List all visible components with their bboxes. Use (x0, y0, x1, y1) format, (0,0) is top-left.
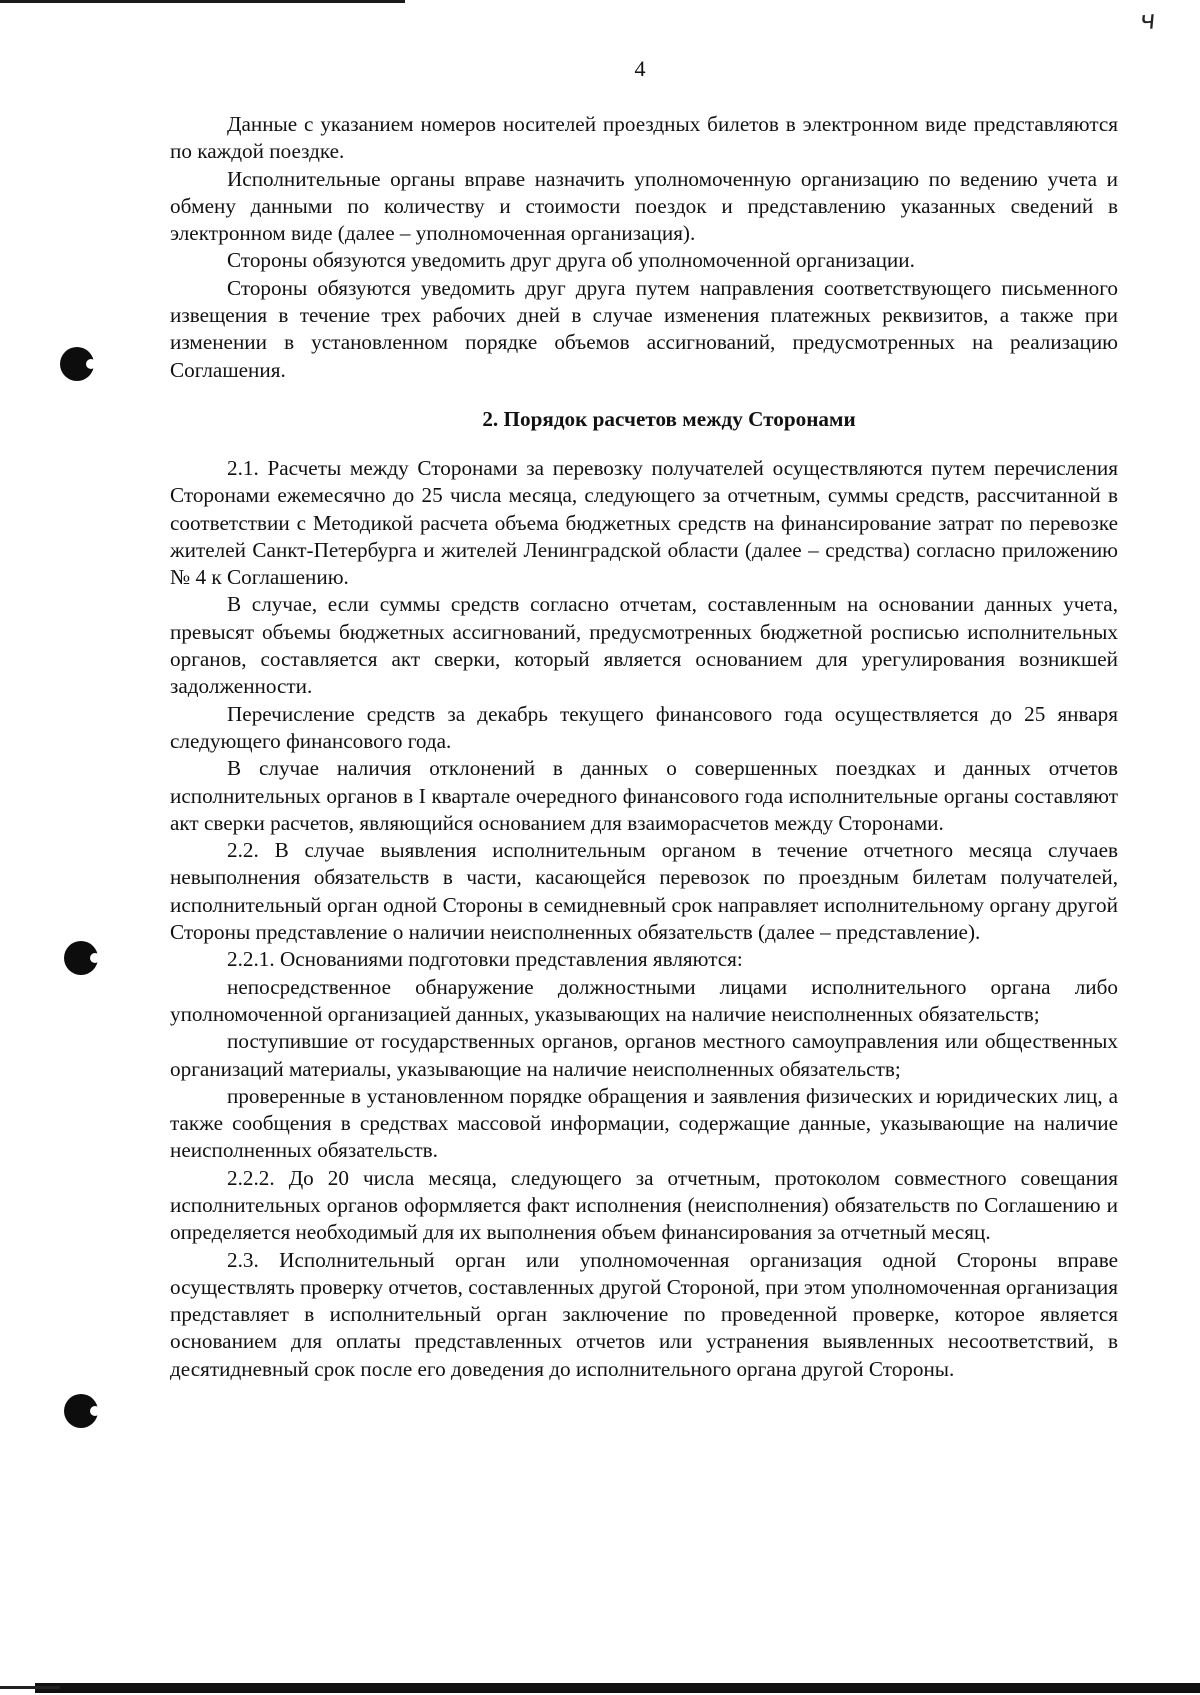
clause-2-2-2: 2.2.2. До 20 числа месяца, следующего за отчетным, протоколом совместного совещания исполнительных органов оформляется факт исполнения (неисполнения) обязательств по Соглашению и определяется необходимый для их выполнения объем финансирования за отчетный месяц. (170, 1165, 1118, 1245)
clause-2-2-1-item-b: поступившие от государственных органов, органов местного самоуправления или общественных организаций материалы, указывающие на наличие неисполненных обязательств; (170, 1029, 1118, 1081)
paragraph-ticket-data: Данные с указанием номеров носителей проездных билетов в электронном виде представляются по каждой поездке. (170, 112, 1118, 164)
paragraph-notify-requisites: Стороны обязуются уведомить друг друга путем направления соответствующего письменного извещения в течение трех рабочих дней в случае изменения платежных реквизитов, а также при изменении в установленном порядке объемов ассигнований, предусмотренных на реализацию Соглашения. (170, 275, 1118, 382)
clause-2-2-1: 2.2.1. Основаниями подготовки представления являются: (227, 947, 743, 972)
clause-2-1-deviations: В случае наличия отклонений в данных о совершенных поездках и данных отчетов исполнительных органов в I квартале очередного финансового года исполнительные органы составляют акт сверки расчетов, являющийся основанием для взаиморасчетов между Сторонами. (170, 756, 1118, 835)
clause-2-1: 2.1. Расчеты между Сторонами за перевозку получателей осуществляются путем перечисления Сторонами ежемесячно до 25 числа месяца, следующего за отчетным, суммы средств, рассчитанной в соответствии с Методикой расчета объема бюджетных средств на финансирование затрат по перевозке жителей Санкт-Петербурга и жителей Ленинградской области (далее – средства) согласно приложению № 4 к Соглашению. (170, 455, 1118, 590)
document-body (170, 111, 1118, 1383)
handwritten-page-mark: ч (1138, 5, 1157, 37)
section-heading: 2. Порядок расчетов между Сторонами (482, 406, 856, 431)
scan-edge-top (0, 0, 405, 3)
binder-hole-icon (60, 347, 94, 381)
clause-2-1-december: Перечисление средств за декабрь текущего финансового года осуществляется до 25 января следующего финансового года. (170, 701, 1118, 753)
binder-hole-icon (64, 1394, 98, 1428)
clause-2-2: 2.2. В случае выявления исполнительным органом в течение отчетного месяца случаев невыполнения обязательств в части, касающейся перевозок по проездным билетам получателей, исполнительный орган одной Стороны в семидневный срок направляет исполнительному органу другой Стороны представление о наличии неисполненных обязательств (далее – представление). (170, 838, 1118, 945)
paragraph-notify-organization: Стороны обязуются уведомить друг друга об уполномоченной организации. (227, 248, 915, 273)
page-number: 4 (634, 56, 646, 81)
clause-2-3: 2.3. Исполнительный орган или уполномоченная организация одной Стороны вправе осуществлять проверку отчетов, составленных другой Стороной, при этом уполномоченная организация представляет в исполнительный орган заключение по проведенной проверке, которое является основанием для оплаты представленных отчетов или устранения выявленных несоответствий, в десятидневный срок после его доведения до исполнительного органа другой Стороны. (170, 1247, 1118, 1381)
binder-hole-icon (64, 941, 98, 975)
scan-edge-bottom (35, 1683, 1200, 1693)
clause-2-2-1-item-a: непосредственное обнаружение должностными лицами исполнительного органа либо уполномоченной организацией данных, указывающих на наличие неисполненных обязательств; (170, 974, 1118, 1026)
clause-2-2-1-item-c: проверенные в установленном порядке обращения и заявления физических и юридических лиц, а также сообщения в средствах массовой информации, содержащие данные, указывающие на наличие неисполненных обязательств. (170, 1083, 1118, 1163)
paragraph-authorized-organization: Исполнительные органы вправе назначить уполномоченную организацию по ведению учета и обмену данными по количеству и стоимости поездок и представлению указанных сведений в электронном виде (далее – уполномоченная организация). (170, 166, 1118, 246)
clause-2-1-excess: В случае, если суммы средств согласно отчетам, составленным на основании данных учета, превысят объемы бюджетных ассигнований, предусмотренных бюджетной росписью исполнительных органов, составляется акт сверки, который является основанием для урегулирования возникшей задолженности. (170, 592, 1118, 699)
